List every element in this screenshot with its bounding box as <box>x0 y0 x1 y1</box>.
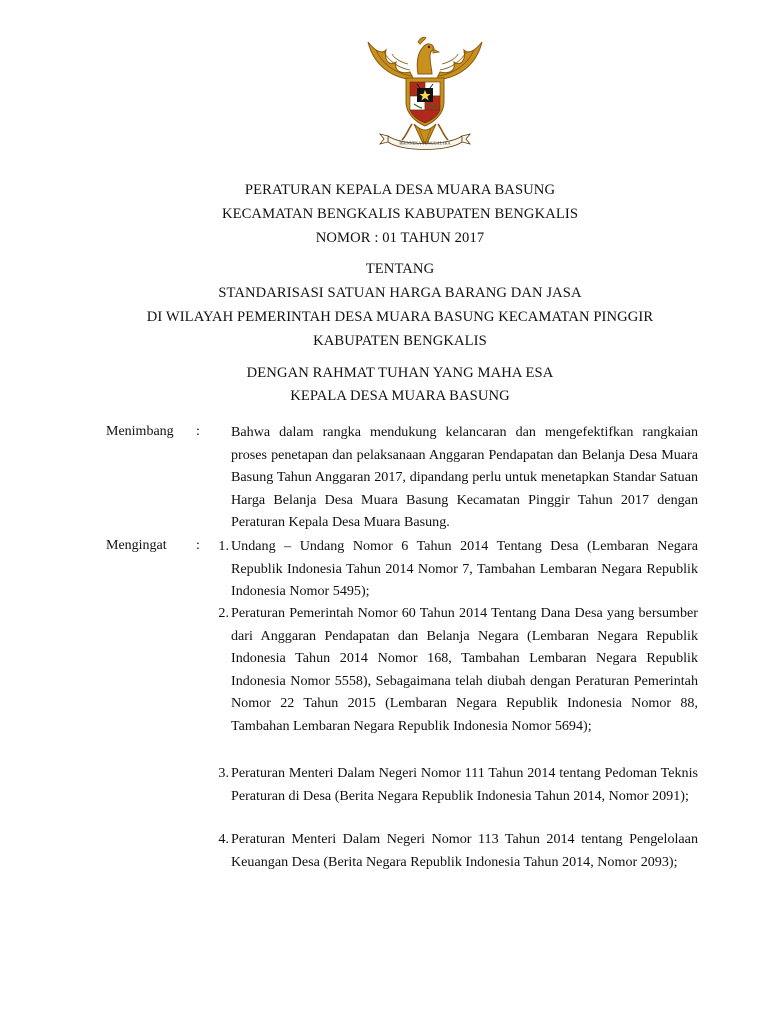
menimbang-text: Bahwa dalam rangka mendukung kelancaran dan mengefektifkan rangkaian proses penetapan dan pelaksanaan Anggaran Pendapatan dan Belanja Desa Muara Basung Tahun Anggaran 2017, dipandang perlu untuk menetapkan Standar Satuan Harga Belanja Desa Muara Basung Kecamatan Pinggir Tahun 2017 dengan Peraturan Kepala Desa Muara Basung. <box>231 424 698 530</box>
list-item-text: Peraturan Menteri Dalam Negeri Nomor 113 Tahun 2014 tentang Pengelolaan Keuangan Desa (Berita Negara Republik Indonesia Tahun 2014, Nomor 2093); <box>231 831 698 870</box>
mengingat-item-4 <box>212 828 698 873</box>
title-line-2: KECAMATAN BENGKALIS KABUPATEN BENGKALIS <box>221 206 579 222</box>
list-item-number: 3. <box>218 765 229 781</box>
mengingat-item-1 <box>212 535 698 603</box>
list-item-text: Undang – Undang Nomor 6 Tahun 2014 Tentang Desa (Lembaran Negara Republik Indonesia Tahun 2014 Nomor 7, Tambahan Lembaran Negara Republik Indonesia Nomor 5495); <box>231 538 698 599</box>
mengingat-item-2 <box>212 602 698 737</box>
list-item-number: 4. <box>218 831 229 847</box>
menimbang-colon: : <box>196 424 200 439</box>
preamble-line-2: KEPALA DESA MUARA BASUNG <box>290 388 510 404</box>
title-line-3: NOMOR : 01 TAHUN 2017 <box>315 230 485 246</box>
regulation-title <box>0 180 768 248</box>
mengingat-item-3 <box>212 762 698 807</box>
mengingat-colon: : <box>196 538 200 553</box>
list-item-number: 2. <box>218 605 229 621</box>
garuda-pancasila-emblem-icon <box>362 28 488 156</box>
preamble-line-1: DENGAN RAHMAT TUHAN YANG MAHA ESA <box>246 365 554 381</box>
preamble <box>0 363 768 409</box>
list-item-number: 1. <box>218 538 229 554</box>
mengingat-label: Mengingat <box>106 538 167 553</box>
list-item-text: Peraturan Menteri Dalam Negeri Nomor 111 Tahun 2014 tentang Pedoman Teknis Peraturan di Desa (Berita Negara Republik Indonesia Tahun 2014, Nomor 2091); <box>231 765 698 804</box>
title-line-1: PERATURAN KEPALA DESA MUARA BASUNG <box>244 182 556 198</box>
subject-line-3: DI WILAYAH PEMERINTAH DESA MUARA BASUNG KECAMATAN PINGGIR <box>146 309 654 325</box>
emblem-motto: BHINNEKA TUNGGAL IKA <box>399 140 451 146</box>
regulation-subject <box>0 259 768 351</box>
subject-line-1: TENTANG <box>365 261 435 277</box>
subject-line-2: STANDARISASI SATUAN HARGA BARANG DAN JASA <box>218 285 582 301</box>
menimbang-label: Menimbang <box>106 424 174 439</box>
subject-line-4: KABUPATEN BENGKALIS <box>313 333 487 349</box>
list-item-text: Peraturan Pemerintah Nomor 60 Tahun 2014 Tentang Dana Desa yang bersumber dari Anggaran Pendapatan dan Belanja Negara (Lembaran Negara Republik Indonesia Tahun 2014 Nomor 168, Tambahan Lembaran Negara Republik Indonesia Nomor 5558), Sebagaimana telah diubah dengan Peraturan Pemerintah Nomor 22 Tahun 2015 (Lembaran Negara Republik Indonesia Nomor 88, Tambahan Lembaran Negara Republik Indonesia Nomor 5694); <box>231 605 698 734</box>
